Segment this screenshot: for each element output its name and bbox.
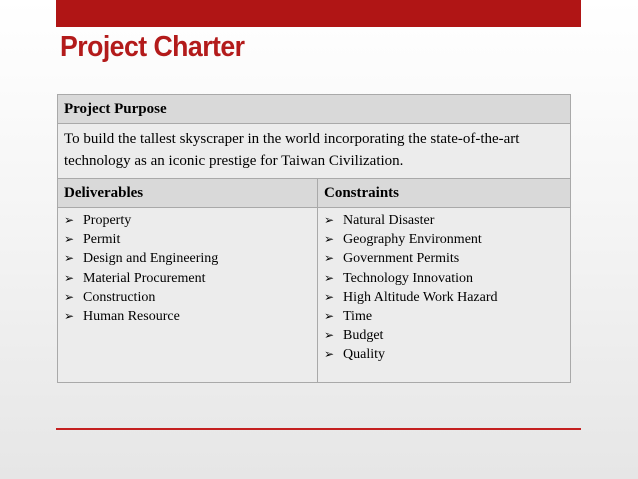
list-item [324,307,564,326]
list-item [64,288,311,307]
arrow-bullet-icon: ➢ [64,232,75,247]
bottom-divider [56,428,581,430]
purpose-header: Project Purpose [58,95,571,124]
top-accent-bar [56,0,581,27]
arrow-bullet-icon: ➢ [324,213,335,227]
list-item [324,345,564,364]
list-item-label: Technology Innovation [343,270,474,286]
constraints-list [324,211,564,365]
list-item [64,249,311,268]
list-item [64,269,311,288]
arrow-bullet-icon: ➢ [324,270,335,285]
purpose-header-row [58,95,571,124]
list-item-label: Design and Engineering [83,251,219,267]
list-item [324,326,564,345]
list-item [324,269,564,288]
arrow-bullet-icon: ➢ [324,328,335,343]
constraints-header: Constraints [318,179,571,208]
list-item-label: High Altitude Work Hazard [343,289,498,305]
deliverables-list [64,211,311,326]
arrow-bullet-icon: ➢ [324,289,335,304]
list-item-label: Property [83,213,132,228]
list-item-label: Material Procurement [83,270,206,286]
list-item-label: Government Permits [343,251,460,267]
list-item [64,307,311,326]
lists-row [58,208,571,383]
purpose-body-row [58,124,571,179]
list-item-label: Budget [343,328,384,344]
columns-header-row [58,179,571,208]
list-item [64,230,311,249]
list-item-label: Natural Disaster [343,213,435,228]
list-item [64,211,311,230]
arrow-bullet-icon: ➢ [64,251,75,266]
deliverables-cell [58,208,318,383]
arrow-bullet-icon: ➢ [324,309,335,324]
list-item-label: Time [343,309,373,325]
arrow-bullet-icon: ➢ [64,309,75,324]
arrow-bullet-icon: ➢ [324,347,335,362]
arrow-bullet-icon: ➢ [64,289,75,304]
deliverables-header: Deliverables [58,179,318,208]
list-item [324,288,564,307]
arrow-bullet-icon: ➢ [64,213,75,227]
list-item [324,211,564,230]
list-item-label: Human Resource [83,309,180,325]
list-item [324,249,564,268]
slide-title: Project Charter [60,31,245,63]
arrow-bullet-icon: ➢ [324,232,335,247]
list-item [324,230,564,249]
constraints-cell [318,208,571,383]
list-item-label: Quality [343,347,385,363]
arrow-bullet-icon: ➢ [324,251,335,266]
list-item-label: Permit [83,232,121,248]
project-charter-table [57,94,571,383]
purpose-text: To build the tallest skyscraper in the world incorporating the state-of-the-art technology as an iconic prestige for Taiwan Civilization. [58,124,571,179]
list-item-label: Construction [83,289,156,305]
list-item-label: Geography Environment [343,232,482,248]
arrow-bullet-icon: ➢ [64,270,75,285]
